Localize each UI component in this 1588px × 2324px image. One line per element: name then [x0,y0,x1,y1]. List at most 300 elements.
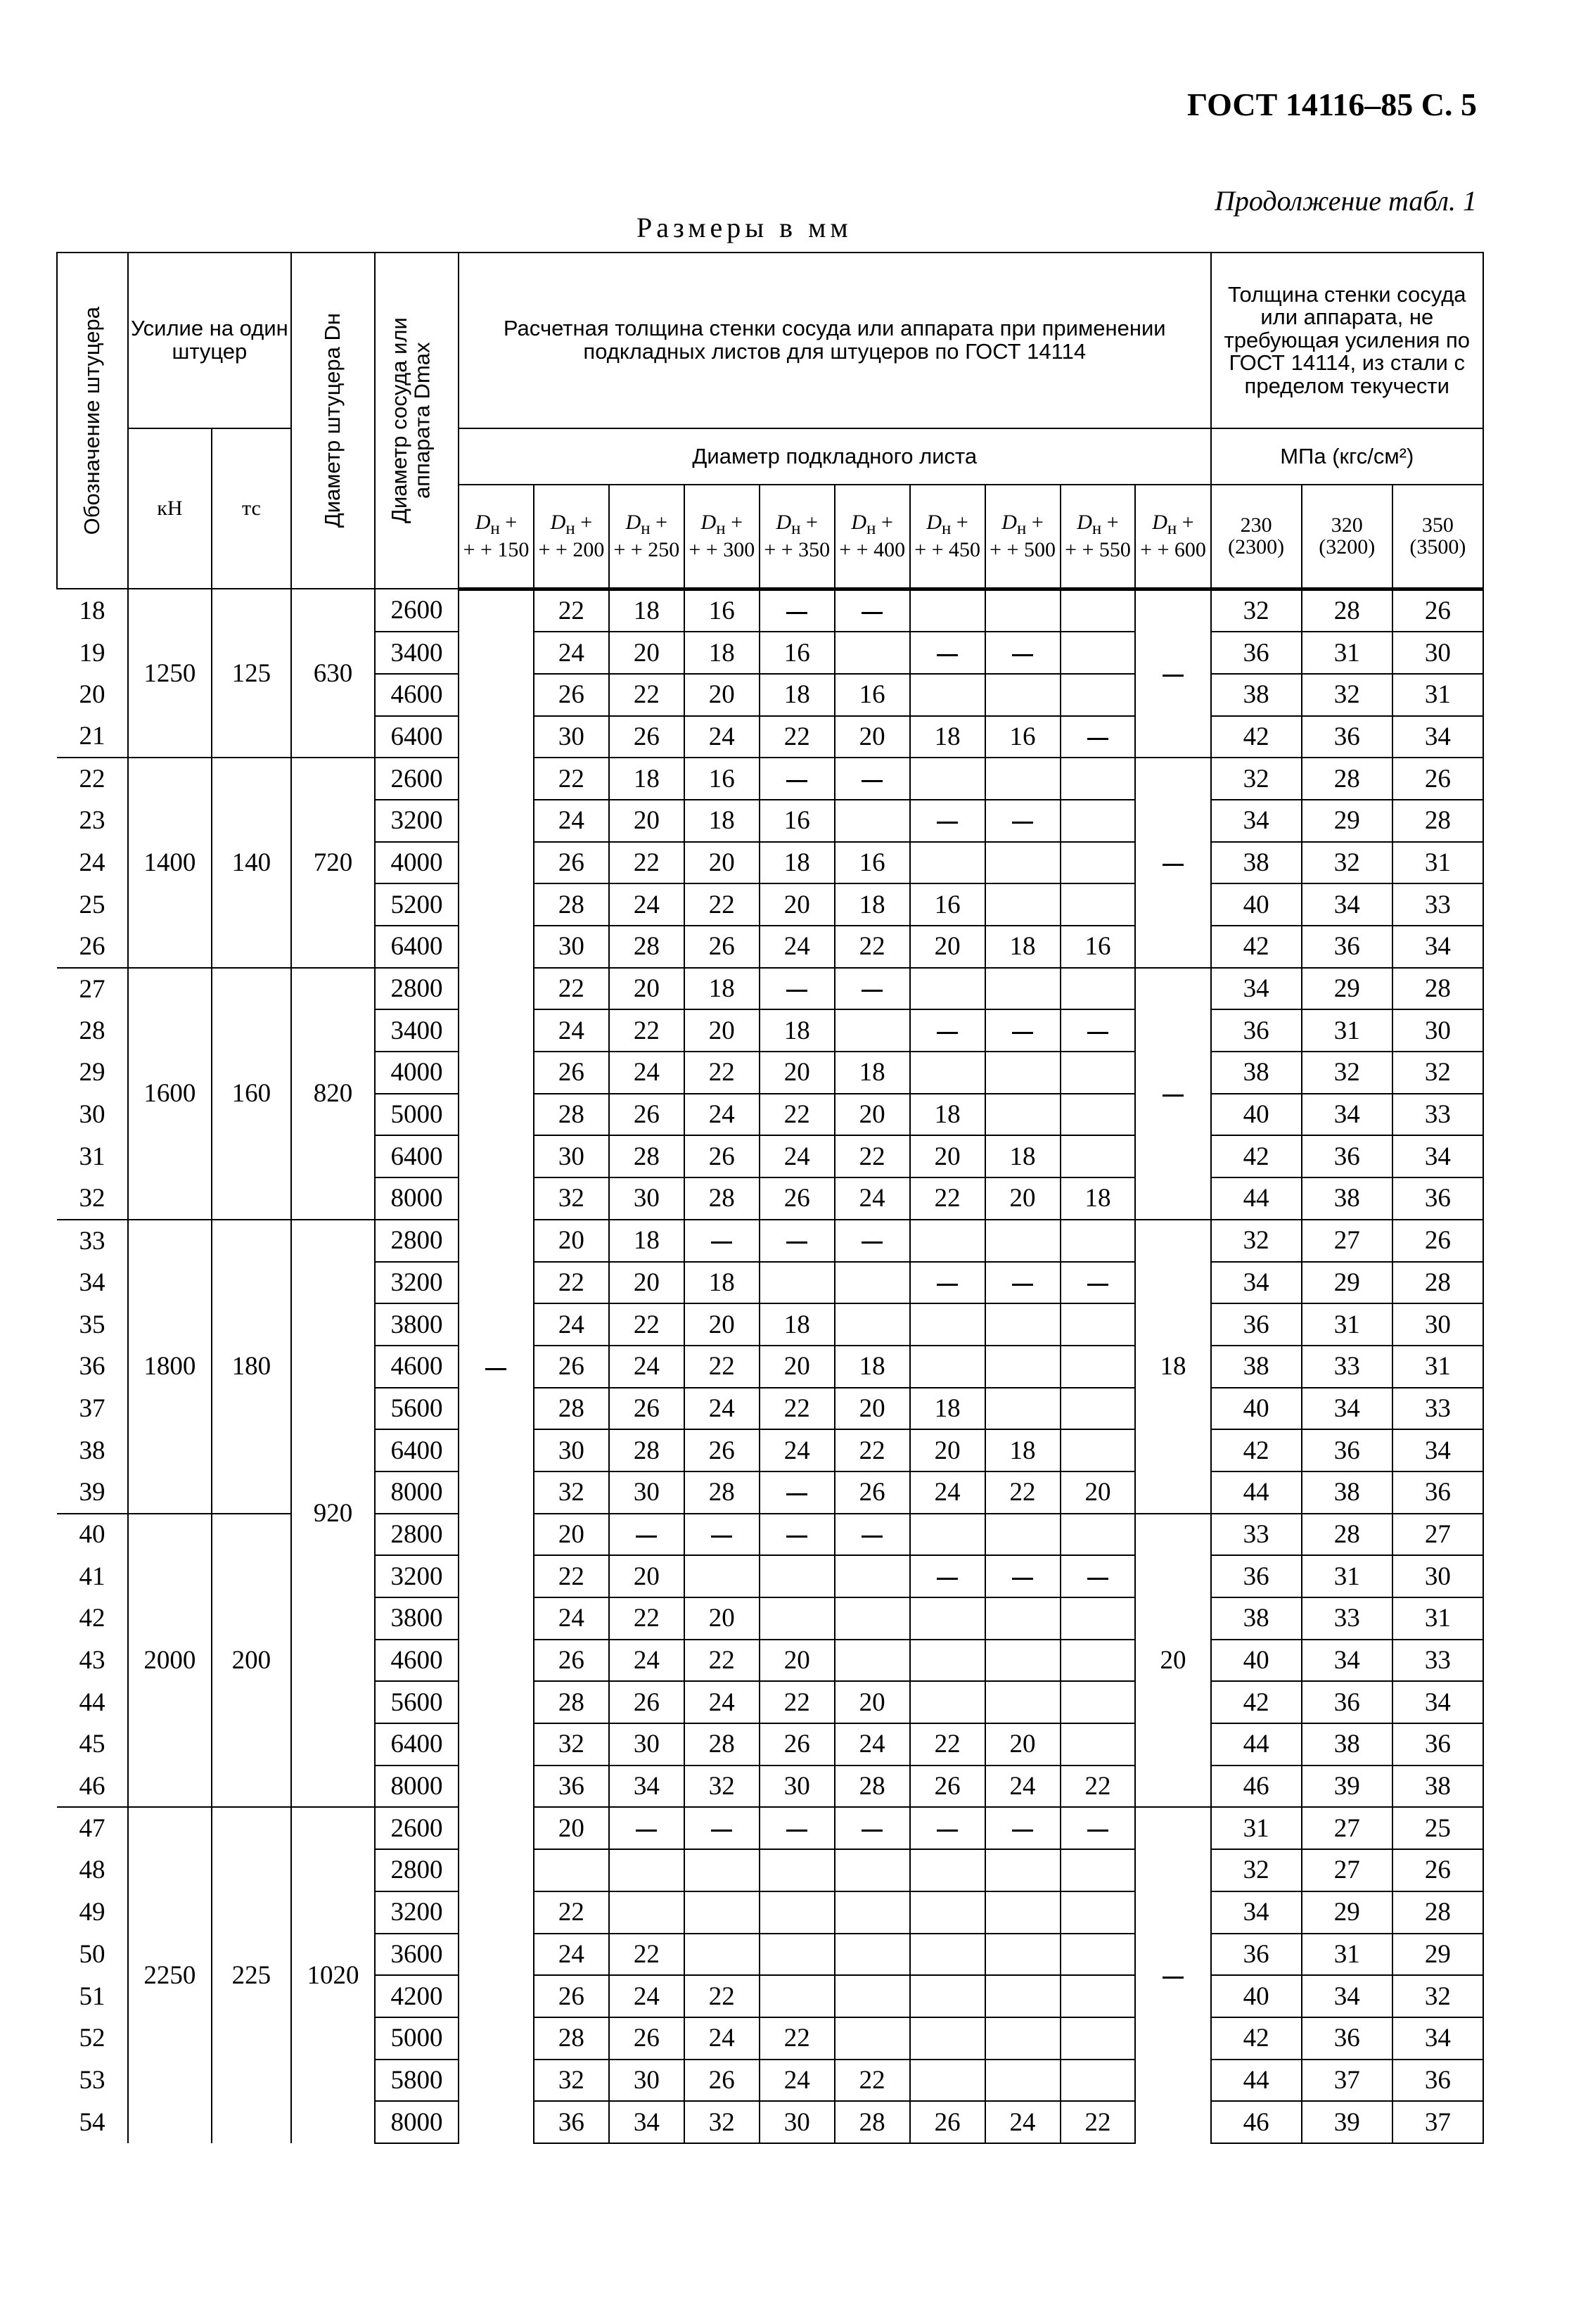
pad-cell [760,1471,835,1514]
table-row [57,589,1483,632]
wall-thickness-cell: 26 [1392,1849,1483,1891]
wall-thickness-cell: 36 [1302,716,1392,758]
pad-cell: 26 [534,1640,609,1682]
pad-cell: 18 [760,1009,835,1052]
pad-cell: 32 [534,1177,609,1220]
wall-thickness-cell: 32 [1211,1220,1302,1262]
pad-cell [910,1346,985,1388]
designation-cell: 20 [57,674,128,716]
wall-thickness-cell: 26 [1392,1220,1483,1262]
wall-thickness-cell: 29 [1302,1891,1392,1934]
pad-cell [760,1514,835,1556]
wall-thickness-cell: 46 [1211,1766,1302,1808]
wall-thickness-cell: 28 [1302,1514,1392,1556]
pad-cell: 20 [835,716,910,758]
designation-cell: 47 [57,1807,128,1849]
pad-cell: 16 [985,716,1061,758]
force-kn-cell: 1800 [128,1220,212,1514]
vessel-diameter-cell: 2600 [375,589,459,632]
wall-thickness-cell: 34 [1211,968,1302,1010]
col-pad-8: $D_н$ + + + 550 [1061,485,1136,589]
pad-cell: 18 [760,1303,835,1346]
wall-thickness-cell: 30 [1392,1009,1483,1052]
pad-cell [1061,674,1136,716]
pad-cell: 30 [609,2060,684,2102]
pad-cell: 26 [684,1135,760,1177]
vessel-diameter-cell: 5600 [375,1681,459,1723]
vessel-diameter-cell: 6400 [375,1135,459,1177]
pad-cell [1061,1934,1136,1976]
pad-cell [534,1849,609,1891]
pad-cell: 24 [985,1766,1061,1808]
col-pad-4: $D_н$ + + + 350 [760,485,835,589]
pad-cell [760,1262,835,1304]
pad-cell: 26 [684,2060,760,2102]
pad-cell [1061,1429,1136,1471]
pad-cell: 22 [835,2060,910,2102]
pad-cell: 26 [910,2101,985,2143]
vessel-diameter-cell: 6400 [375,926,459,968]
pad-cell: 20 [910,926,985,968]
pad-cell: 30 [760,2101,835,2143]
force-tc-cell: 225 [212,1807,291,2143]
wall-thickness-cell: 38 [1392,1766,1483,1808]
vessel-diameter-cell: 5200 [375,883,459,926]
pad-cell [985,800,1061,842]
pad-cell [985,589,1061,632]
pad-cell [760,1975,835,2017]
pad-cell: 24 [760,1429,835,1471]
designation-cell: 39 [57,1471,128,1514]
pad-cell: 22 [835,1429,910,1471]
wall-thickness-cell: 34 [1302,1094,1392,1136]
col-wall-thickness: Толщина стенки сосуда или аппарата, не требующая усиления по ГОСТ 14114, из стали с пределом текучести [1211,253,1483,428]
continuation-label: Продолжение табл. 1 [1214,185,1477,217]
wall-thickness-cell: 36 [1392,1723,1483,1766]
force-tc-cell: 180 [212,1220,291,1514]
wall-thickness-cell: 28 [1302,589,1392,632]
fitting-diameter-cell: 920 [291,1220,375,1808]
pad-cell: 24 [609,1052,684,1094]
pad-cell [760,589,835,632]
pad-cell [835,1597,910,1640]
pad-cell [910,1681,985,1723]
vessel-diameter-cell: 8000 [375,1766,459,1808]
col-mpa: МПа (кгс/см²) [1211,428,1483,485]
wall-thickness-cell: 31 [1392,674,1483,716]
wall-thickness-cell: 27 [1302,1807,1392,1849]
wall-thickness-cell: 33 [1392,1640,1483,1682]
pad-cell [910,1807,985,1849]
wall-thickness-cell: 36 [1392,1177,1483,1220]
wall-thickness-cell: 29 [1392,1934,1483,1976]
designation-cell: 21 [57,716,128,758]
designation-cell: 43 [57,1640,128,1682]
wall-thickness-cell: 34 [1392,1135,1483,1177]
pad-cell: 22 [534,1262,609,1304]
pad-cell: 20 [684,674,760,716]
pad-cell [910,1597,985,1640]
pad-cell: 20 [684,1597,760,1640]
pad-cell: 22 [760,1388,835,1430]
designation-cell: 49 [57,1891,128,1934]
pad-cell: 26 [534,842,609,884]
wall-thickness-cell: 38 [1211,1052,1302,1094]
pad-cell [835,1555,910,1597]
pad-cell [835,968,910,1010]
col-calc-thickness: Расчетная толщина стенки сосуда или аппарата при применении подкладных листов для штуцеров по ГОСТ 14114 [459,253,1211,428]
fitting-diameter-cell: 630 [291,589,375,758]
pad-cell [1061,842,1136,884]
wall-thickness-cell: 29 [1302,968,1392,1010]
pad-cell: 22 [534,1891,609,1934]
vessel-diameter-cell: 5000 [375,1094,459,1136]
force-kn-cell: 1400 [128,758,212,967]
pad-cell: 20 [609,632,684,674]
wall-thickness-cell: 28 [1392,1891,1483,1934]
pad-cell [609,1514,684,1556]
pad-cell [910,1052,985,1094]
pad-cell: 24 [534,1009,609,1052]
pad-cell [910,1849,985,1891]
pad-cell [760,1934,835,1976]
pad-cell [985,1303,1061,1346]
pad-cell: 28 [835,1766,910,1808]
pad-cell: 28 [534,1681,609,1723]
force-kn-cell: 1600 [128,968,212,1220]
pad-cell: 22 [1061,2101,1136,2143]
pad-cell: 16 [760,800,835,842]
designation-cell: 37 [57,1388,128,1430]
designation-cell: 22 [57,758,128,800]
pad-cell [985,1891,1061,1934]
pad-cell [985,1849,1061,1891]
pad-cell: 18 [910,716,985,758]
wall-thickness-cell: 32 [1392,1052,1483,1094]
pad-cell [609,1891,684,1934]
pad-cell: 20 [534,1514,609,1556]
pad-cell: 24 [684,1681,760,1723]
page-header: ГОСТ 14116–85 С. 5 [1186,87,1477,122]
pad-cell: 26 [609,716,684,758]
wall-thickness-cell: 37 [1392,2101,1483,2143]
pad-cell: 18 [760,674,835,716]
wall-thickness-cell: 34 [1211,1262,1302,1304]
wall-thickness-cell: 27 [1302,1220,1392,1262]
pad-cell [835,758,910,800]
pad-cell: 16 [910,883,985,926]
pad-cell: 18 [835,1346,910,1388]
pad-cell: 24 [760,2060,835,2102]
pad-cell: 30 [609,1471,684,1514]
designation-cell: 50 [57,1934,128,1976]
pad-cell: 34 [609,1766,684,1808]
designation-cell: 31 [57,1135,128,1177]
pad-cell: 20 [609,800,684,842]
vessel-diameter-cell: 2800 [375,968,459,1010]
wall-thickness-cell: 42 [1211,716,1302,758]
pad-cell [760,1891,835,1934]
pad-cell: 28 [609,1135,684,1177]
pad-cell [1061,1135,1136,1177]
wall-thickness-cell: 42 [1211,1681,1302,1723]
pad-cell: 18 [760,842,835,884]
pad-cell: 24 [534,1934,609,1976]
pad-cell [985,1052,1061,1094]
pad-cell [910,1555,985,1597]
pad-cell: 20 [910,1429,985,1471]
vessel-diameter-cell: 8000 [375,1177,459,1220]
pad-cell: 20 [760,1640,835,1682]
pad-cell: 30 [534,1429,609,1471]
pad-cell: 22 [534,1555,609,1597]
pad-cell: 32 [684,2101,760,2143]
pad-cell: 24 [609,883,684,926]
pad-cell [910,589,985,632]
pad-cell: 22 [534,589,609,632]
pad-cell [1061,1597,1136,1640]
vessel-diameter-cell: 8000 [375,1471,459,1514]
designation-cell: 23 [57,800,128,842]
force-tc-cell: 125 [212,589,291,758]
col-yield-1: 320 (3200) [1302,485,1392,589]
pad-cell: 22 [534,968,609,1010]
pad-cell [760,1807,835,1849]
designation-cell: 28 [57,1009,128,1052]
pad-cell [985,2060,1061,2102]
pad-cell [910,1640,985,1682]
wall-thickness-cell: 44 [1211,1177,1302,1220]
wall-thickness-cell: 38 [1302,1177,1392,1220]
wall-thickness-cell: 30 [1392,1303,1483,1346]
pad-cell [985,1388,1061,1430]
pad-cell: 28 [609,1429,684,1471]
pad-cell: 20 [985,1177,1061,1220]
wall-thickness-cell: 38 [1302,1723,1392,1766]
vessel-diameter-cell: 5600 [375,1388,459,1430]
pad-cell [985,2017,1061,2060]
designation-cell: 44 [57,1681,128,1723]
designation-cell: 32 [57,1177,128,1220]
pad-cell: 26 [835,1471,910,1514]
pad-cell: 20 [910,1135,985,1177]
designation-cell: 41 [57,1555,128,1597]
vessel-diameter-cell: 2600 [375,1807,459,1849]
pad-cell: 24 [534,632,609,674]
designation-cell: 45 [57,1723,128,1766]
pad-cell: 24 [835,1723,910,1766]
designation-cell: 36 [57,1346,128,1388]
table-row [57,758,1483,800]
pad-cell [760,758,835,800]
pad-cell [985,1514,1061,1556]
pad-cell [684,1934,760,1976]
pad-cell [1061,589,1136,632]
pad-cell [1061,1640,1136,1682]
pad-cell: 34 [609,2101,684,2143]
pad-cell: 20 [684,1009,760,1052]
pad-cell: 28 [609,926,684,968]
designation-cell: 27 [57,968,128,1010]
designation-cell: 54 [57,2101,128,2143]
pad-600-cell [1135,968,1210,1220]
pad-cell [910,1934,985,1976]
pad-cell: 22 [609,1009,684,1052]
vessel-diameter-cell: 4600 [375,1346,459,1388]
wall-thickness-cell: 31 [1302,1555,1392,1597]
wall-thickness-cell: 34 [1302,883,1392,926]
wall-thickness-cell: 31 [1302,632,1392,674]
pad-cell: 26 [760,1177,835,1220]
pad-cell: 16 [684,589,760,632]
pad-cell [609,1849,684,1891]
pad-cell: 24 [684,1094,760,1136]
pad-cell: 20 [760,1346,835,1388]
vessel-diameter-cell: 3200 [375,1555,459,1597]
pad-cell [910,632,985,674]
pad-cell [910,842,985,884]
pad-cell: 24 [684,1388,760,1430]
pad-cell: 24 [835,1177,910,1220]
designation-cell: 53 [57,2060,128,2102]
wall-thickness-cell: 26 [1392,758,1483,800]
pad-cell [835,1640,910,1682]
pad-cell [684,1555,760,1597]
wall-thickness-cell: 42 [1211,1135,1302,1177]
pad-cell [910,674,985,716]
wall-thickness-cell: 32 [1211,1849,1302,1891]
designation-cell: 42 [57,1597,128,1640]
pad-cell [835,1220,910,1262]
vessel-diameter-cell: 3400 [375,632,459,674]
pad-cell [835,589,910,632]
col-force-tc: тс [212,428,291,589]
pad-cell: 22 [684,1346,760,1388]
pad-cell [910,1975,985,2017]
pad-cell: 24 [760,926,835,968]
pad-cell: 22 [609,842,684,884]
vessel-diameter-cell: 3600 [375,1934,459,1976]
designation-cell: 51 [57,1975,128,2017]
pad-cell: 22 [609,674,684,716]
pad-cell: 18 [835,883,910,926]
pad-cell: 22 [835,1135,910,1177]
vessel-diameter-cell: 4200 [375,1975,459,2017]
designation-cell: 26 [57,926,128,968]
pad-cell: 32 [534,1723,609,1766]
fitting-diameter-cell: 720 [291,758,375,967]
pad-cell: 26 [684,926,760,968]
wall-thickness-cell: 29 [1302,1262,1392,1304]
wall-thickness-cell: 32 [1392,1975,1483,2017]
pad-cell: 18 [835,1052,910,1094]
pad-cell: 18 [684,632,760,674]
vessel-diameter-cell: 4000 [375,842,459,884]
designation-cell: 34 [57,1262,128,1304]
wall-thickness-cell: 31 [1392,842,1483,884]
pad-cell: 20 [760,883,835,926]
pad-600-cell: 20 [1135,1514,1210,1808]
vessel-diameter-cell: 6400 [375,1429,459,1471]
pad-cell: 28 [684,1177,760,1220]
pad-cell [835,800,910,842]
pad-cell: 20 [609,1262,684,1304]
pad-cell: 16 [760,632,835,674]
pad-cell: 30 [534,1135,609,1177]
pad-cell [1061,1723,1136,1766]
wall-thickness-cell: 31 [1392,1346,1483,1388]
wall-thickness-cell: 30 [1392,1555,1483,1597]
pad-cell [1061,2060,1136,2102]
pad-cell [835,1262,910,1304]
vessel-diameter-cell: 3400 [375,1009,459,1052]
pad-cell: 16 [835,842,910,884]
wall-thickness-cell: 28 [1392,1262,1483,1304]
table-row [57,1807,1483,1849]
wall-thickness-cell: 40 [1211,1388,1302,1430]
wall-thickness-cell: 42 [1211,1429,1302,1471]
wall-thickness-cell: 37 [1302,2060,1392,2102]
wall-thickness-cell: 32 [1302,674,1392,716]
pad-cell: 22 [684,1052,760,1094]
wall-thickness-cell: 36 [1302,1135,1392,1177]
designation-cell: 29 [57,1052,128,1094]
designation-cell: 24 [57,842,128,884]
wall-thickness-cell: 32 [1302,1052,1392,1094]
col-pad-9: $D_н$ + + + 600 [1135,485,1210,589]
pad-cell: 16 [684,758,760,800]
pad-cell: 22 [609,1934,684,1976]
pad-cell: 22 [609,1597,684,1640]
pad-cell [1061,1388,1136,1430]
wall-thickness-cell: 38 [1302,1471,1392,1514]
pad-cell [1061,716,1136,758]
wall-thickness-cell: 34 [1302,1975,1392,2017]
wall-thickness-cell: 28 [1302,758,1392,800]
wall-thickness-cell: 39 [1302,1766,1392,1808]
col-pad-0: $D_н$ + + + 150 [459,485,534,589]
pad-cell: 20 [1061,1471,1136,1514]
col-fitting-diameter: Диаметр штуцера Dн [291,253,375,589]
pad-cell: 20 [985,1723,1061,1766]
pad-600-cell [1135,758,1210,967]
wall-thickness-cell: 34 [1392,1681,1483,1723]
wall-thickness-cell: 36 [1302,2017,1392,2060]
vessel-diameter-cell: 4600 [375,674,459,716]
pad-cell: 26 [534,1346,609,1388]
force-tc-cell: 200 [212,1514,291,1808]
pad-cell [985,758,1061,800]
vessel-diameter-cell: 2800 [375,1849,459,1891]
wall-thickness-cell: 34 [1302,1388,1392,1430]
pad-cell: 22 [534,758,609,800]
pad-cell: 22 [760,2017,835,2060]
wall-thickness-cell: 36 [1302,926,1392,968]
pad-cell: 20 [835,1681,910,1723]
units-caption: Размеры в мм [636,212,852,243]
pad-cell [910,2060,985,2102]
wall-thickness-cell: 36 [1211,1303,1302,1346]
pad-cell [835,1514,910,1556]
pad-cell [985,1681,1061,1723]
table-row [57,1220,1483,1262]
wall-thickness-cell: 34 [1211,1891,1302,1934]
pad-cell: 22 [760,1681,835,1723]
pad-cell [835,1975,910,2017]
wall-thickness-cell: 33 [1302,1597,1392,1640]
pad-cell: 20 [835,1094,910,1136]
vessel-diameter-cell: 6400 [375,1723,459,1766]
